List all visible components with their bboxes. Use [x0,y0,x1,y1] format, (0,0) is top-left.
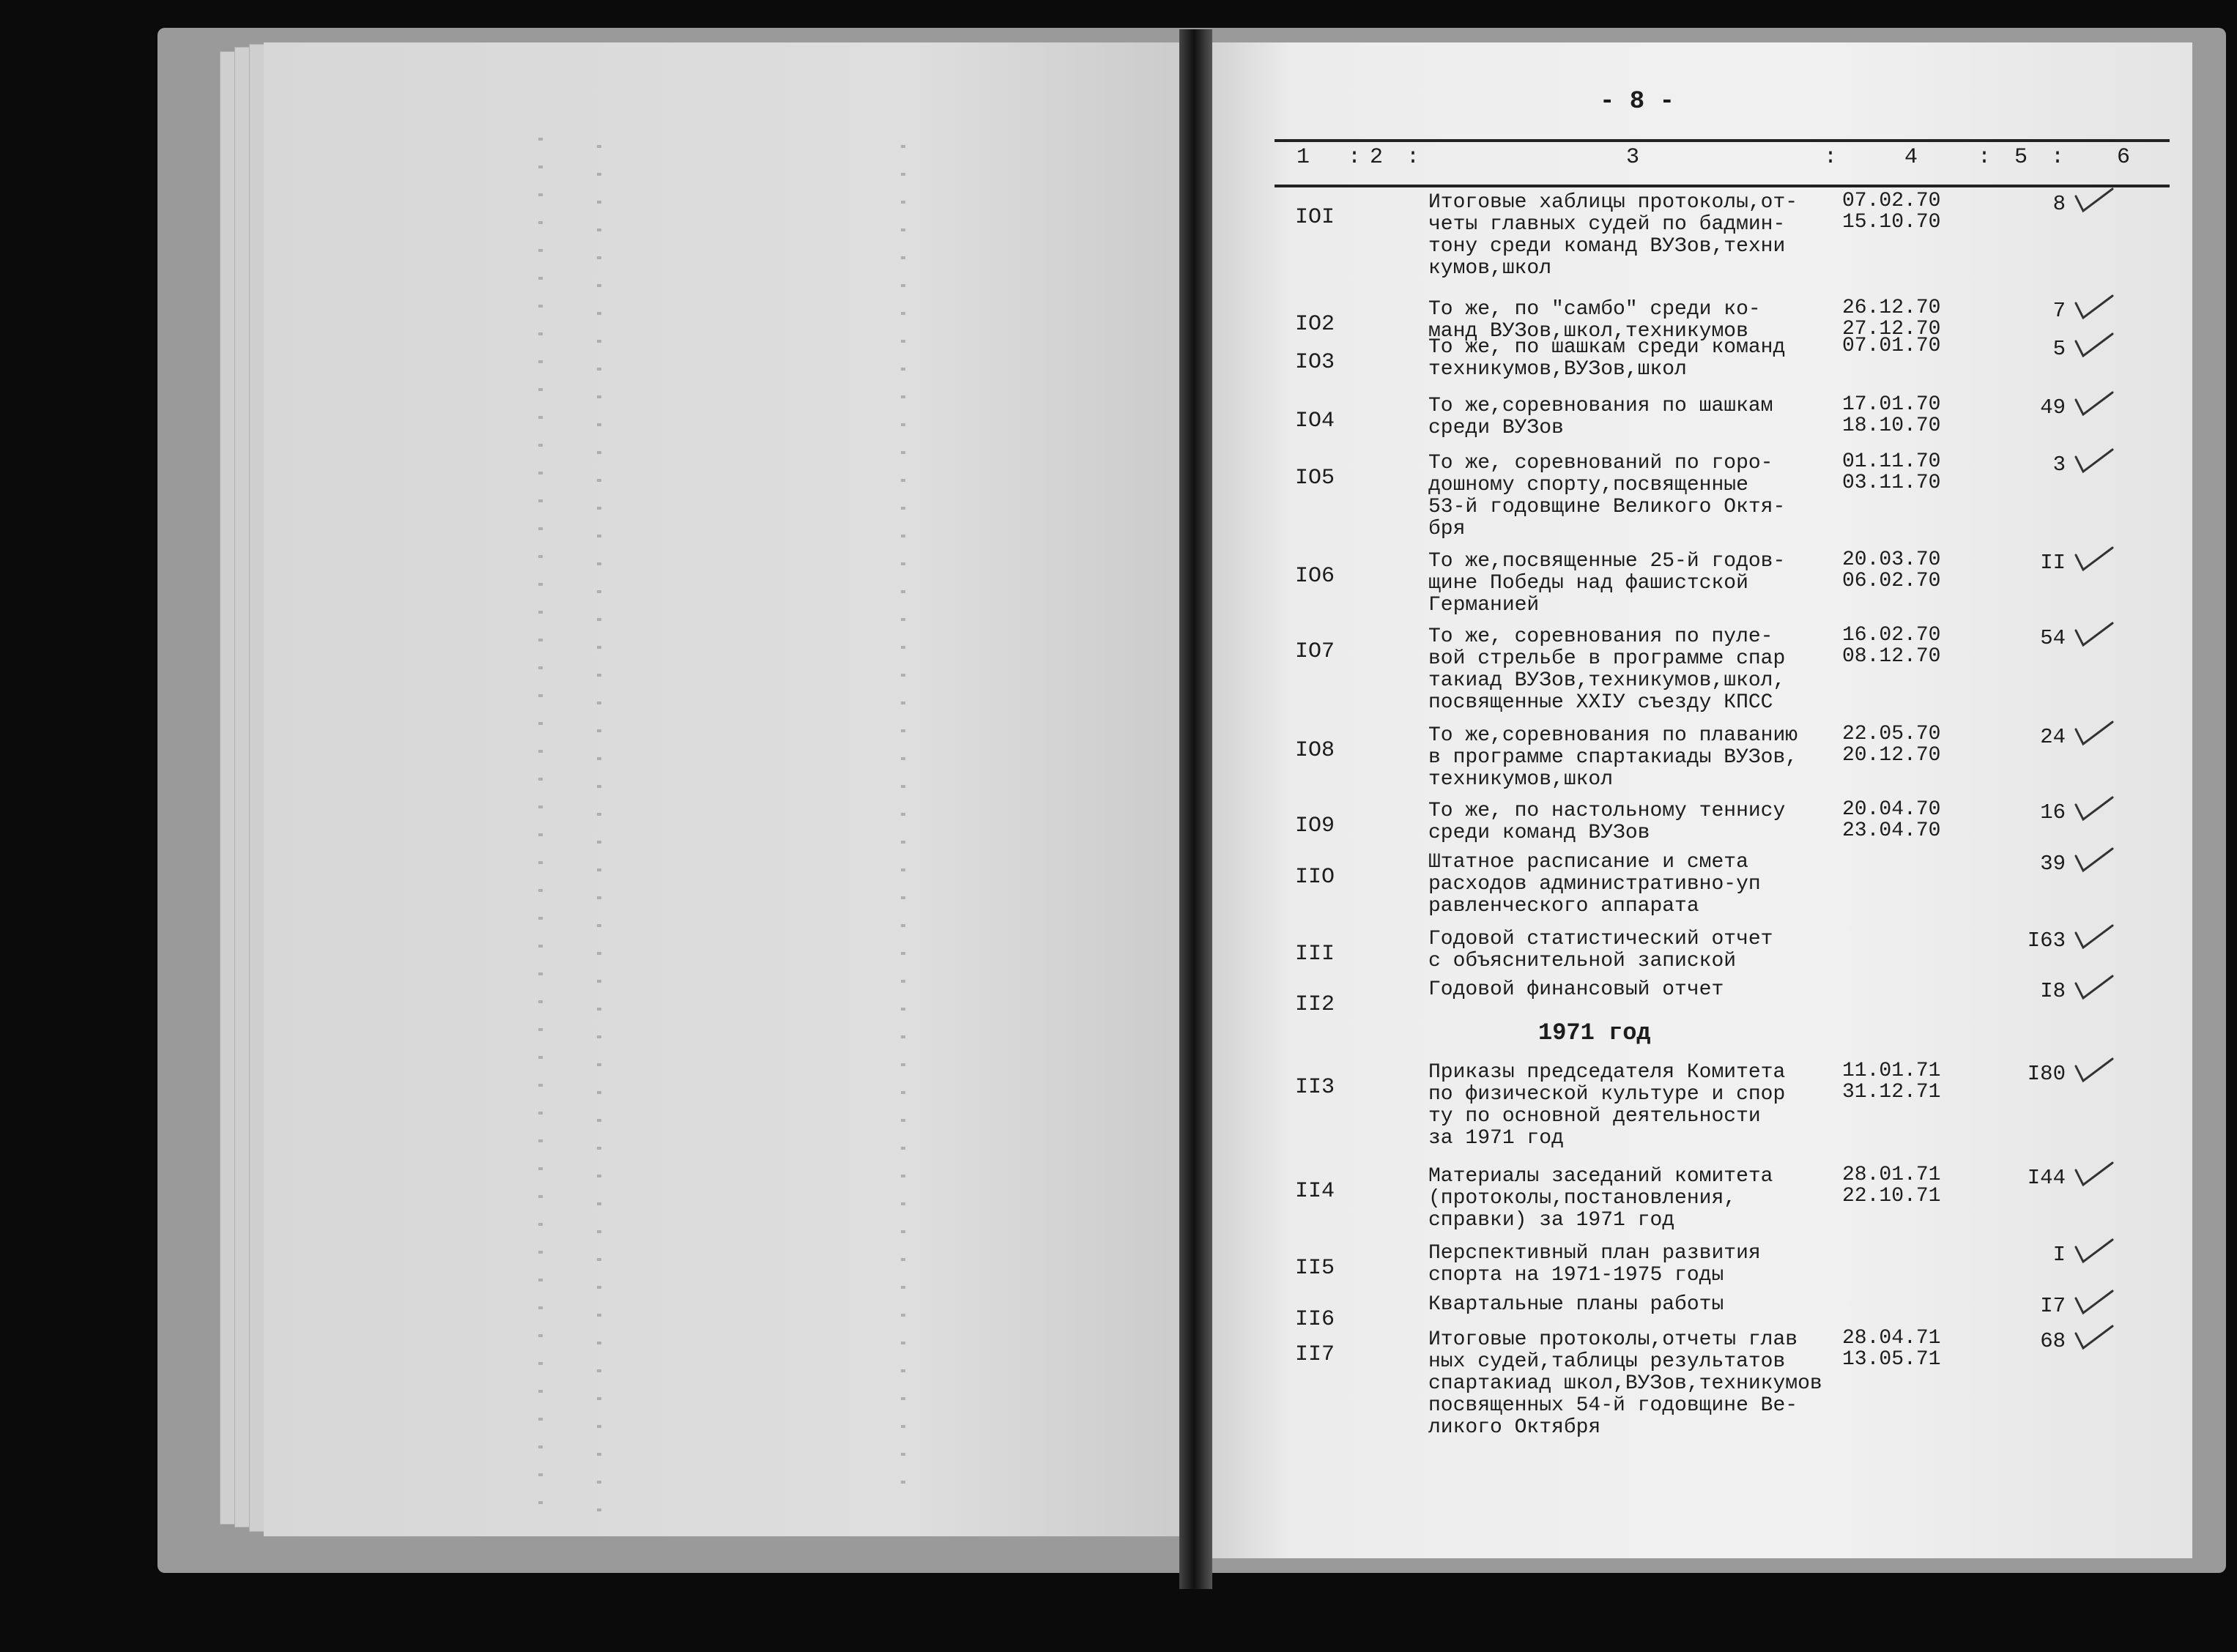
check-mark-icon [2071,620,2115,650]
row-sheet-count: 68 [2040,1329,2066,1353]
left-page-blank [264,42,1188,1536]
row-description: То же, по "самбо" среди ко- манд ВУЗов,школ,техникумов [1428,298,1761,343]
row-description: Приказы председателя Комитета по физической культуре и спор ту по основной деятельности за 1971 год [1428,1061,1786,1150]
row-dates: 07.02.70 15.10.70 [1842,190,1941,234]
page-number: - 8 - [1599,88,1675,116]
check-mark-icon [2071,1056,2115,1085]
row-number: IO8 [1294,738,1335,763]
row-dates: 22.05.70 20.12.70 [1842,723,1941,767]
header-col-2: 2 [1370,145,1384,170]
row-description: Материалы заседаний комитета (протоколы,постановления, справки) за 1971 год [1428,1165,1773,1232]
row-sheet-count: 7 [2052,299,2066,323]
header-separator: : [1978,145,1992,170]
row-description: То же,соревнования по шашкам среди ВУЗов [1428,395,1773,439]
row-sheet-count: 3 [2052,453,2066,477]
header-col-1: 1 [1296,145,1310,170]
check-mark-icon [2071,1237,2115,1266]
row-number: II2 [1294,992,1335,1017]
row-description: Перспективный план развития спорта на 1971-1975 годы [1428,1242,1761,1287]
row-number: IO4 [1294,409,1335,434]
header-separator: : [1406,145,1420,170]
row-sheet-count: I80 [2027,1062,2066,1086]
check-mark-icon [2071,719,2115,748]
row-sheet-count: 49 [2040,395,2066,420]
header-separator: : [1348,145,1362,170]
row-number: III [1294,942,1335,967]
row-number: IO6 [1294,564,1335,589]
row-dates: 17.01.70 18.10.70 [1842,393,1941,437]
check-mark-icon [2071,1288,2115,1317]
row-description: Годовой финансовый отчет [1428,978,1724,1001]
row-dates: 11.01.71 31.12.71 [1842,1060,1941,1104]
check-mark-icon [2071,447,2115,476]
row-number: IO5 [1294,466,1335,491]
row-number: II3 [1294,1075,1335,1100]
row-sheet-count: I [2052,1243,2066,1267]
row-dates: 28.04.71 13.05.71 [1842,1327,1941,1371]
row-number: IO3 [1294,350,1335,375]
row-description: Годовой статистический отчет с объяснительной запиской [1428,928,1773,972]
header-separator: : [2051,145,2065,170]
row-number: IO2 [1294,312,1335,337]
row-number: II4 [1294,1179,1335,1204]
row-description: То же, соревнований по горо- дошному спорту,посвященные 53-й годовщине Великого Октя- бря [1428,452,1786,540]
row-sheet-count: I44 [2027,1166,2066,1190]
row-dates: 01.11.70 03.11.70 [1842,450,1941,494]
row-description: То же, соревнования по пуле- вой стрельбе в программе спар такиад ВУЗов,техникумов,школ, посвященные XXIУ съезду КПСС [1428,625,1786,714]
row-description: То же, по шашкам среди команд техникумов,ВУЗов,школ [1428,336,1786,381]
row-description: Итоговые протоколы,отчеты глав ных судей,таблицы результатов спартакиад школ,ВУЗов,техникумов посвященных 54-й годовщине Ве- ликого Октября [1428,1328,1822,1439]
row-sheet-count: I63 [2027,929,2066,953]
header-col-3: 3 [1626,145,1640,170]
row-sheet-count: 54 [2040,626,2066,650]
row-description: Итоговые хаблицы протоколы,от- четы главных судей по бадмин- тону среди команд ВУЗов,техни кумов,школ [1428,191,1798,280]
row-description: Штатное расписание и смета расходов административно-уп равленческого аппарата [1428,851,1761,918]
row-dates: 28.01.71 22.10.71 [1842,1164,1941,1208]
row-number: IIO [1294,865,1335,890]
check-mark-icon [2071,293,2115,322]
row-description: Квартальные планы работы [1428,1293,1724,1316]
check-mark-icon [2071,923,2115,952]
row-dates: 07.01.70 [1842,335,1941,357]
check-mark-icon [2071,186,2115,215]
punch-dots [538,138,543,1529]
check-mark-icon [2071,390,2115,419]
row-description: То же, по настольному теннису среди команд ВУЗов [1428,800,1786,844]
row-sheet-count: 8 [2052,192,2066,216]
row-description: То же,соревнования по плаванию в программе спартакиады ВУЗов, техникумов,школ [1428,724,1798,791]
punch-dots [597,145,601,1522]
row-dates: 16.02.70 08.12.70 [1842,624,1941,668]
row-dates: 26.12.70 27.12.70 [1842,297,1941,341]
check-mark-icon [2071,331,2115,360]
check-mark-icon [2071,545,2115,574]
row-dates: 20.03.70 06.02.70 [1842,548,1941,592]
header-col-5: 5 [2014,145,2028,170]
row-sheet-count: 16 [2040,800,2066,825]
row-sheet-count: I8 [2040,979,2066,1003]
punch-dots [901,145,905,1507]
check-mark-icon [2071,846,2115,875]
row-number: II5 [1294,1256,1335,1281]
header-col-4: 4 [1904,145,1918,170]
row-sheet-count: 5 [2052,337,2066,361]
row-description: То же,посвященные 25-й годов- щине Победы над фашистской Германией [1428,550,1786,617]
book-spine-gutter [1179,29,1212,1589]
year-heading: 1971 год [1538,1019,1651,1046]
table-header [1275,139,2170,187]
row-sheet-count: 24 [2040,725,2066,749]
header-separator: : [1824,145,1838,170]
row-dates: 20.04.70 23.04.70 [1842,798,1941,842]
row-number: IOI [1294,205,1335,230]
row-sheet-count: II [2040,551,2066,575]
row-number: II7 [1294,1342,1335,1367]
check-mark-icon [2071,1160,2115,1189]
check-mark-icon [2071,795,2115,824]
header-col-6: 6 [2117,145,2131,170]
row-number: IO7 [1294,639,1335,664]
check-mark-icon [2071,1323,2115,1353]
row-number: IO9 [1294,814,1335,838]
check-mark-icon [2071,973,2115,1002]
row-sheet-count: I7 [2040,1294,2066,1318]
row-sheet-count: 39 [2040,852,2066,876]
row-number: II6 [1294,1307,1335,1332]
